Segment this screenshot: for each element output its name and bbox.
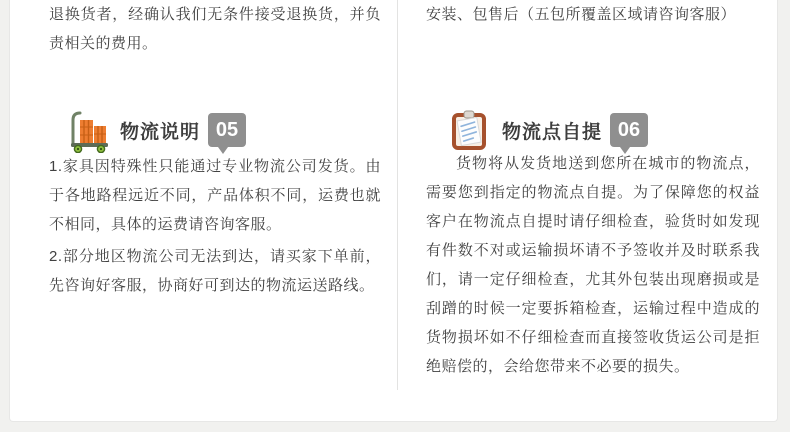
pickup-point-header: [447, 106, 648, 154]
shipping-info-header: [65, 106, 246, 154]
pickup-point-body: [426, 149, 760, 381]
section-title-shipping: 物流说明: [120, 121, 201, 143]
content-card: [9, 0, 778, 422]
after-sale-text: 安装、包售后（五包所覆盖区域请咨询客服）: [426, 6, 737, 23]
shipping-info-body: [49, 152, 381, 300]
section-title-pickup: 物流点自提: [502, 121, 603, 143]
clipboard-icon: [447, 107, 493, 153]
section-number-badge-05: 05: [208, 113, 246, 147]
shipping-note-2: 2.部分地区物流公司无法到达，请买家下单前，先咨询好客服，协商好可到达的物流运送路线。: [49, 248, 381, 294]
section-number-badge-06: 06: [610, 113, 648, 147]
column-divider: [397, 0, 398, 390]
shipping-note-1: 1.家具因特殊性只能通过专业物流公司发货。由于各地路程远近不同，产品体积不同，运费也就不相同，具体的运费请咨询客服。: [49, 158, 381, 233]
trolley-icon: [65, 107, 111, 153]
pickup-instructions: 货物将从发货地送到您所在城市的物流点，需要您到指定的物流点自提。为了保障您的权益客户在物流点自提时请仔细检查，验货时如发现有件数不对或运输损坏请不予签收并及时联系我们，请一定仔细检查，尤其外包装出现磨损或是刮蹭的时候一定要拆箱检查，运输过程中造成的货物损坏如不仔细检查而直接签收货运公司是拒绝赔偿的，会给您带来不必要的损失。: [426, 155, 760, 375]
return-policy-text: 退换货者，经确认我们无条件接受退换货，并负责相关的费用。: [49, 6, 381, 52]
